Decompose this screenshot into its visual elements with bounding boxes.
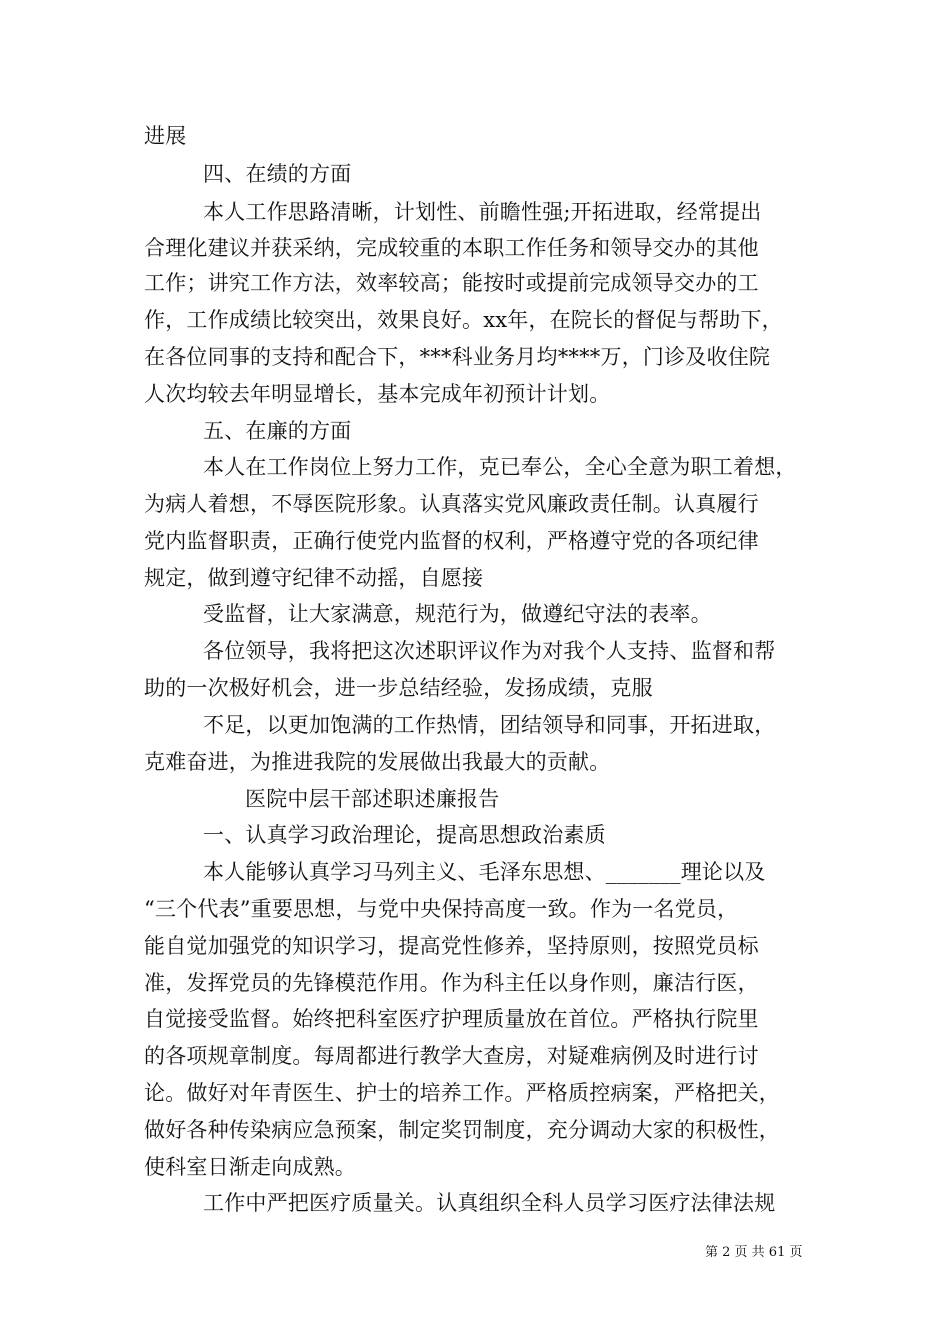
text-line: 准，发挥党员的先锋模范作用。作为科主任以身作则，廉洁行医， bbox=[144, 971, 759, 995]
text-line: 不足，以更加饱满的工作热情，团结领导和同事，开拓进取， bbox=[203, 713, 776, 737]
section-heading: 四、在绩的方面 bbox=[203, 162, 352, 186]
text-line: 助的一次极好机会，进一步总结经验，发扬成绩，克服 bbox=[144, 676, 653, 700]
text-line: 作，工作成绩比较突出，效果良好。xx年，在院长的督促与帮助下， bbox=[144, 308, 783, 332]
text-line: 克难奋进，为推进我院的发展做出我最大的贡献。 bbox=[144, 750, 611, 774]
text-line: 工作中严把医疗质量关。认真组织全科人员学习医疗法律法规 bbox=[203, 1191, 776, 1215]
text-line: 自觉接受监督。始终把科室医疗护理质量放在首位。严格执行院里 bbox=[144, 1007, 759, 1031]
text-line: 论。做好对年青医生、护士的培养工作。严格质控病案，严格把关， bbox=[144, 1081, 780, 1105]
section-heading: 五、在廉的方面 bbox=[203, 419, 352, 443]
document-title: 医院中层干部述职述廉报告 bbox=[245, 787, 500, 811]
text-line: 本人能够认真学习马列主义、毛泽东思想、_______理论以及 bbox=[203, 860, 766, 884]
page-number: 第 2 页 共 61 页 bbox=[705, 1245, 803, 1260]
text-line: 本人在工作岗位上努力工作，克已奉公，全心全意为职工着想， bbox=[203, 455, 797, 479]
text-line: 党内监督职责，正确行使党内监督的权利，严格遵守党的各项纪律 bbox=[144, 529, 759, 553]
text-line: 合理化建议并获采纳，完成较重的本职工作任务和领导交办的其他 bbox=[144, 236, 759, 260]
text-line: 的各项规章制度。每周都进行教学大查房，对疑难病例及时进行讨 bbox=[144, 1044, 759, 1068]
text-line: “三个代表”重要思想，与党中央保持高度一致。作为一名党员， bbox=[144, 897, 739, 921]
text-line: 能自觉加强党的知识学习，提高党性修养，坚持原则，按照党员标 bbox=[144, 934, 759, 958]
text-line: 使科室日渐走向成熟。 bbox=[144, 1155, 356, 1179]
section-heading: 一、认真学习政治理论，提高思想政治素质 bbox=[203, 823, 606, 847]
text-line: 做好各种传染病应急预案，制定奖罚制度，充分调动大家的积极性， bbox=[144, 1118, 780, 1142]
text-line: 本人工作思路清晰，计划性、前瞻性强;开拓进取，经常提出 bbox=[203, 200, 762, 224]
text-line: 在各位同事的支持和配合下，***科业务月均****万，门诊及收住院 bbox=[144, 345, 771, 369]
text-line: 工作；讲究工作方法，效率较高；能按时或提前完成领导交办的工 bbox=[144, 271, 759, 295]
text-line: 受监督，让大家满意，规范行为，做遵纪守法的表率。 bbox=[203, 602, 712, 626]
text-line: 人次均较去年明显增长，基本完成年初预计计划。 bbox=[144, 382, 611, 406]
text-line: 为病人着想，不辱医院形象。认真落实党风廉政责任制。认真履行 bbox=[144, 492, 759, 516]
text-line: 各位领导，我将把这次述职评议作为对我个人支持、监督和帮 bbox=[203, 639, 776, 663]
text-line: 规定，做到遵守纪律不动摇，自愿接 bbox=[144, 566, 484, 590]
text-line: 进展 bbox=[144, 124, 187, 148]
